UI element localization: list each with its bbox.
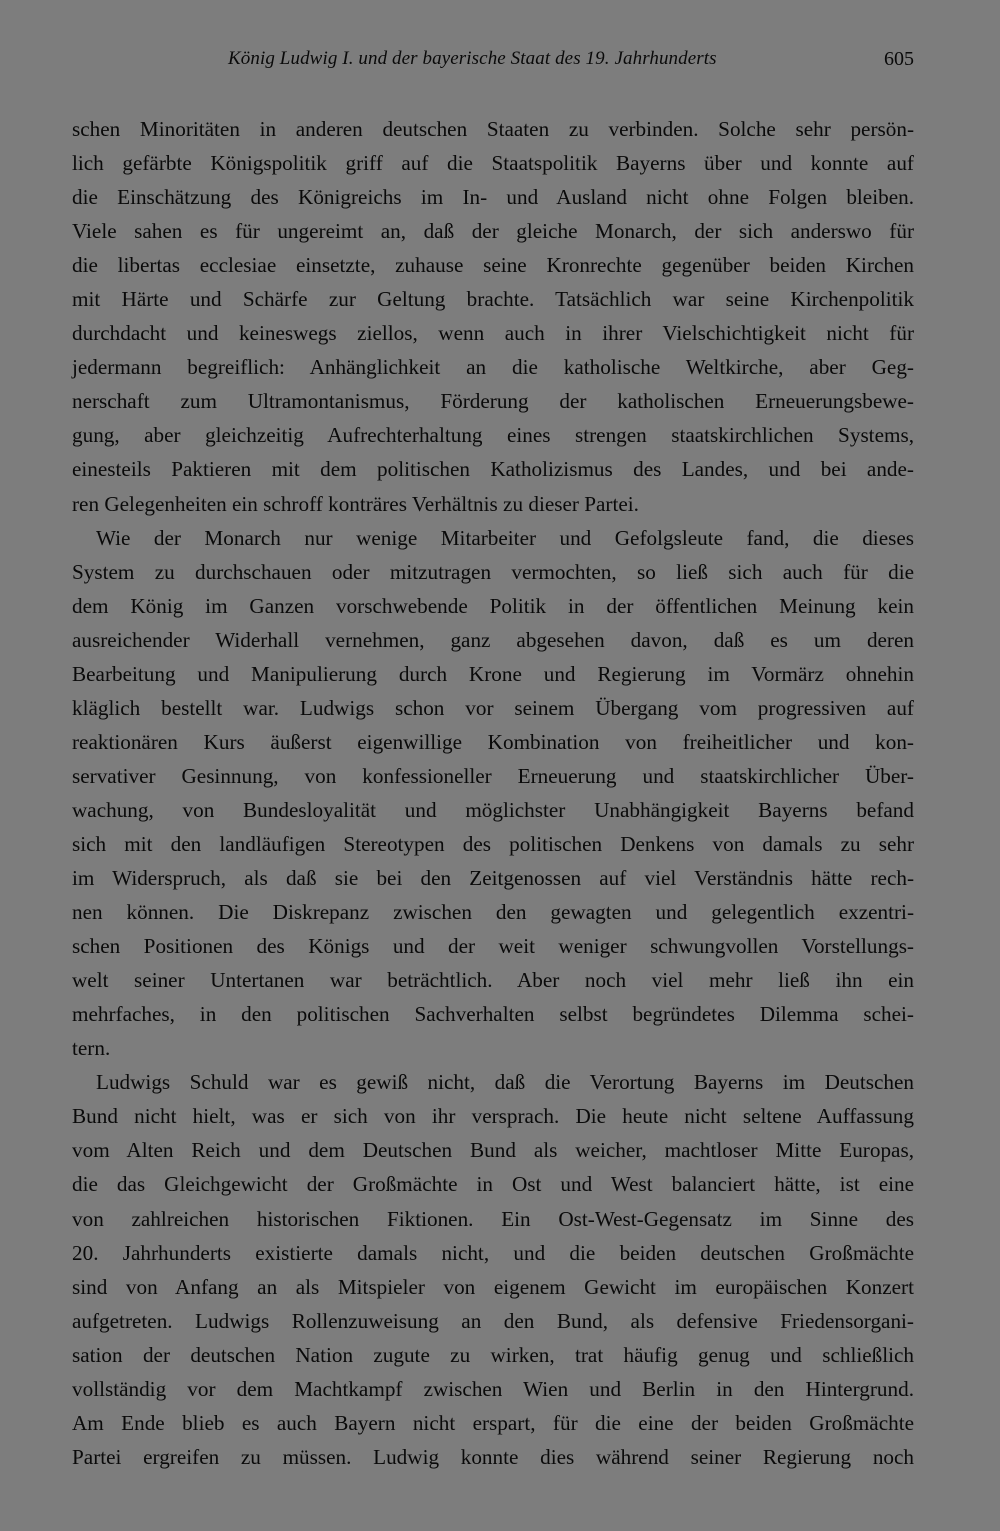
text-line: nen können. Die Diskrepanz zwischen den gewagten und gelegentlich exzentri-: [72, 900, 914, 925]
text-line: Bund nicht hielt, was er sich von ihr versprach. Die heute nicht seltene Auffassung: [72, 1104, 914, 1129]
paragraph: [72, 521, 914, 1066]
text-line: schen Positionen des Königs und der weit weniger schwungvollen Vorstellungs-: [72, 934, 914, 959]
text-line: Bearbeitung und Manipulierung durch Krone und Regierung im Vormärz ohnehin: [72, 661, 914, 686]
text-line: mit Härte und Schärfe zur Geltung brachte. Tatsächlich war seine Kirchenpolitik: [72, 287, 914, 312]
text-line: sation der deutschen Nation zugute zu wirken, trat häufig genug und schließlich: [72, 1342, 914, 1367]
text-line: kläglich bestellt war. Ludwigs schon vor seinem Übergang vom progressiven auf: [72, 695, 914, 720]
page-header: [72, 48, 914, 74]
text-line: mehrfaches, in den politischen Sachverhalten selbst begründetes Dilemma schei-: [72, 1002, 914, 1027]
text-line: Am Ende blieb es auch Bayern nicht erspart, für die eine der beiden Großmächte: [72, 1410, 914, 1435]
text-line: Viele sahen es für ungereimt an, daß der gleiche Monarch, der sich anderswo für: [72, 219, 914, 244]
page-number: 605: [884, 48, 914, 70]
text-line: im Widerspruch, als daß sie bei den Zeitgenossen auf viel Verständnis hätte rech-: [72, 866, 914, 891]
text-line: Partei ergreifen zu müssen. Ludwig konnte dies während seiner Regierung noch: [72, 1444, 914, 1469]
text-line: ausreichender Widerhall vernehmen, ganz abgesehen davon, daß es um deren: [72, 627, 914, 652]
text-line: dem König im Ganzen vorschwebende Politik in der öffentlichen Meinung kein: [72, 593, 914, 618]
text-line: servativer Gesinnung, von konfessioneller Erneuerung und staatskirchlicher Über-: [72, 763, 914, 788]
text-line: die libertas ecclesiae einsetzte, zuhause seine Kronrechte gegenüber beiden Kirchen: [72, 253, 914, 278]
text-line: schen Minoritäten in anderen deutschen Staaten zu verbinden. Solche sehr persön-: [72, 117, 914, 141]
text-line: nerschaft zum Ultramontanismus, Förderung der katholischen Erneuerungsbewe-: [72, 389, 914, 414]
text-line: jedermann begreiflich: Anhänglichkeit an die katholische Weltkirche, aber Geg-: [72, 355, 914, 380]
text-line: System zu durchschauen oder mitzutragen vermochten, so ließ sich auch für die: [72, 559, 914, 584]
text-line: die das Gleichgewicht der Großmächte in Ost und West balanciert hätte, ist eine: [72, 1172, 914, 1197]
body-text: [72, 112, 914, 1474]
text-line: von zahlreichen historischen Fiktionen. Ein Ost-West-Gegensatz im Sinne des: [72, 1206, 914, 1231]
paragraph: [72, 112, 914, 521]
text-line: wachung, von Bundesloyalität und möglichster Unabhängigkeit Bayerns befand: [72, 797, 914, 822]
text-line: ren Gelegenheiten ein schroff konträres Verhältnis zu dieser Partei.: [72, 491, 639, 516]
text-line: vollständig vor dem Machtkampf zwischen Wien und Berlin in den Hintergrund.: [72, 1376, 914, 1401]
running-title: König Ludwig I. und der bayerische Staat des 19. Jahrhunderts: [228, 48, 717, 69]
text-line: vom Alten Reich und dem Deutschen Bund als weicher, machtloser Mitte Europas,: [72, 1138, 914, 1163]
text-line: aufgetreten. Ludwigs Rollenzuweisung an den Bund, als defensive Friedensorgani-: [72, 1308, 914, 1333]
text-line: tern.: [72, 1036, 111, 1061]
text-line: gung, aber gleichzeitig Aufrechterhaltung eines strengen staatskirchlichen Systems,: [72, 423, 914, 448]
text-line: die Einschätzung des Königreichs im In- und Ausland nicht ohne Folgen bleiben.: [72, 185, 914, 210]
text-line: sind von Anfang an als Mitspieler von eigenem Gewicht im europäischen Konzert: [72, 1274, 914, 1299]
text-line: reaktionären Kurs äußerst eigenwillige Kombination von freiheitlicher und kon-: [72, 729, 914, 754]
text-line: Wie der Monarch nur wenige Mitarbeiter und Gefolgsleute fand, die dieses: [96, 525, 914, 550]
text-line: sich mit den landläufigen Stereotypen des politischen Denkens von damals zu sehr: [72, 831, 914, 856]
text-line: einesteils Paktieren mit dem politischen Katholizismus des Landes, und bei ande-: [72, 457, 914, 482]
paragraph: [72, 1065, 914, 1474]
text-line: durchdacht und keineswegs ziellos, wenn auch in ihrer Vielschichtigkeit nicht für: [72, 321, 914, 346]
text-line: welt seiner Untertanen war beträchtlich. Aber noch viel mehr ließ ihn ein: [72, 968, 914, 993]
text-line: 20. Jahrhunderts existierte damals nicht, und die beiden deutschen Großmächte: [72, 1240, 914, 1265]
text-line: Ludwigs Schuld war es gewiß nicht, daß die Verortung Bayerns im Deutschen: [96, 1070, 914, 1095]
text-line: lich gefärbte Königspolitik griff auf die Staatspolitik Bayerns über und konnte auf: [72, 151, 914, 176]
